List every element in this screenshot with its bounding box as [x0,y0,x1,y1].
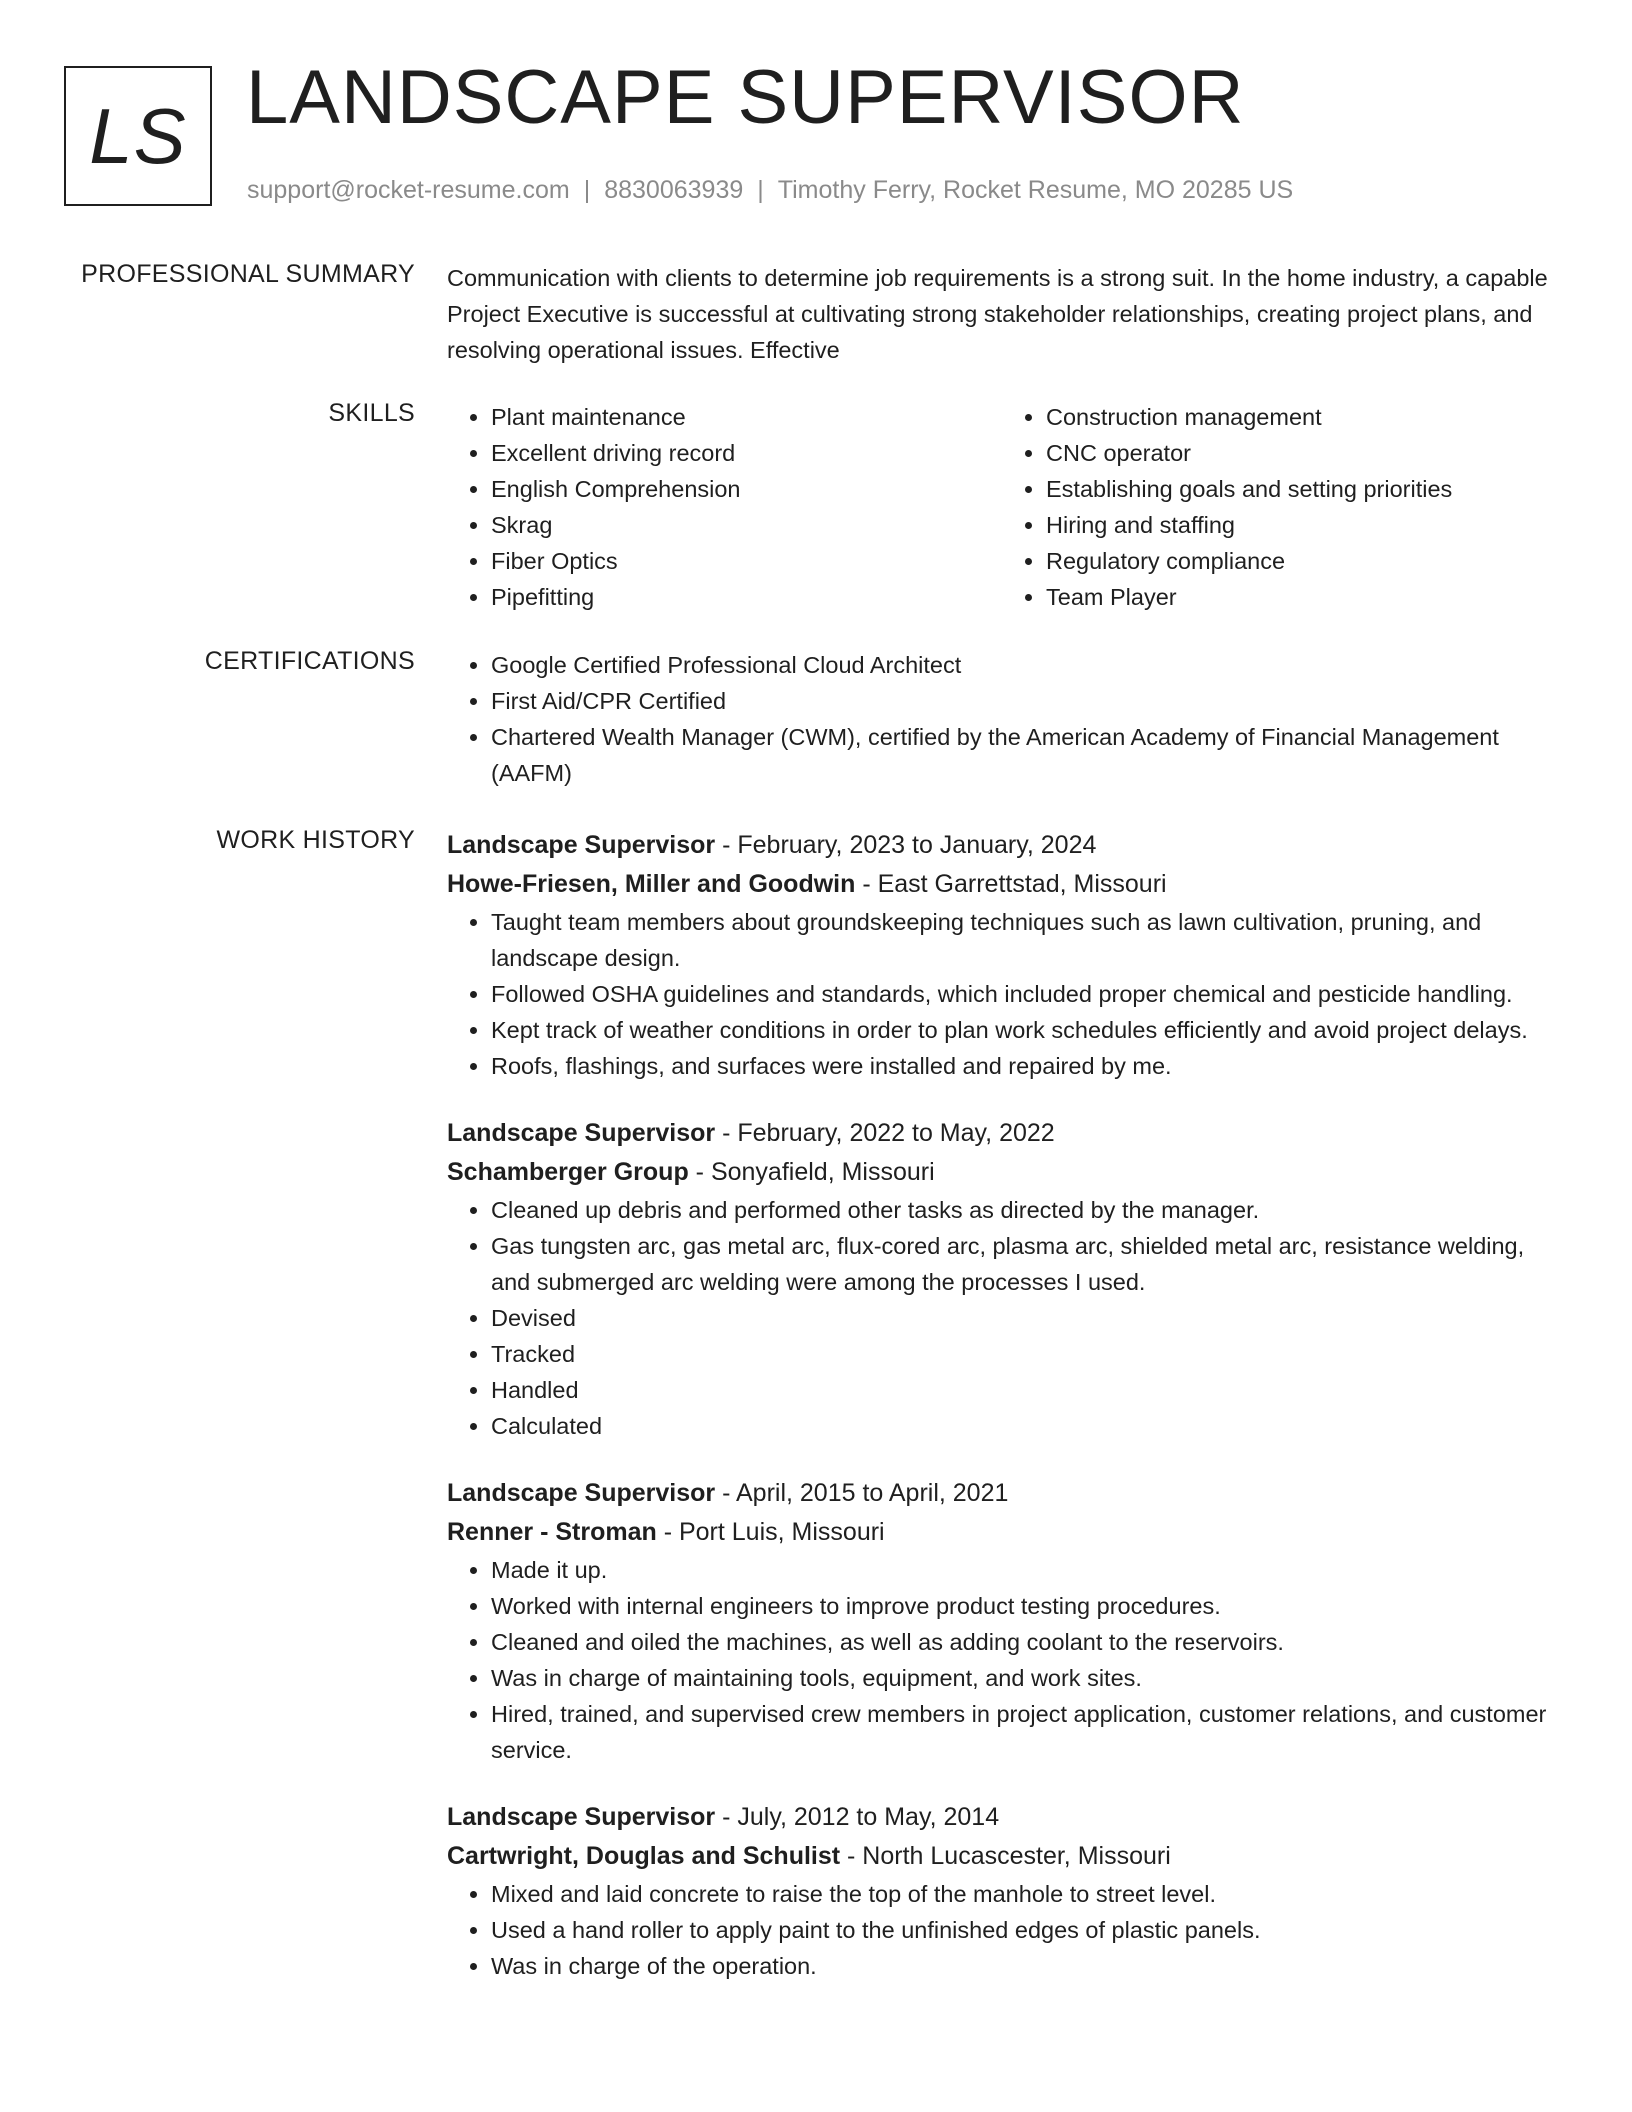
job-bullet: • Devised [491,1300,1557,1336]
certification-item: • First Aid/CPR Certified [491,683,1557,719]
job-company: Cartwright, Douglas and Schulist [447,1842,841,1870]
job-entry [447,1474,1557,1768]
job-company: Schamberger Group [447,1158,689,1186]
skill-item: • Hiring and staffing [1046,507,1557,543]
contact-line [247,176,1293,205]
page-title: LANDSCAPE SUPERVISOR [246,55,1245,140]
job-bullet: • Was in charge of maintaining tools, equipment, and work sites. [491,1660,1557,1696]
job-bullet: • Tracked [491,1336,1557,1372]
contact-email[interactable]: support@rocket-resume.com [247,176,570,204]
skill-item: • Fiber Optics [491,543,1002,579]
job-title-line [447,826,1557,865]
job-bullet: • Mixed and laid concrete to raise the top of the manhole to street level. [491,1876,1557,1912]
job-role: Landscape Supervisor [447,831,716,859]
job-bullets [447,904,1557,1084]
skill-item: • CNC operator [1046,435,1557,471]
contact-separator: | [757,176,764,204]
job-bullets [447,1192,1557,1444]
job-title-line [447,1114,1557,1153]
job-dates: - July, 2012 to May, 2014 [715,1803,1000,1831]
job-bullet: • Handled [491,1372,1557,1408]
section-label-certifications: CERTIFICATIONS [204,647,415,675]
section-label-work-history: WORK HISTORY [216,826,415,854]
job-location: - Port Luis, Missouri [656,1518,885,1546]
job-company-line [447,865,1557,904]
job-entry [447,1114,1557,1444]
job-entry [447,1798,1557,1984]
job-dates: - April, 2015 to April, 2021 [715,1479,1009,1507]
section-label-skills: SKILLS [328,399,415,427]
job-dates: - February, 2022 to May, 2022 [715,1119,1055,1147]
skills-body [447,399,1557,615]
section-label-summary: PROFESSIONAL SUMMARY [81,260,415,288]
job-bullet: • Hired, trained, and supervised crew members in project application, customer relations, and customer service. [491,1696,1557,1768]
job-title-line [447,1798,1557,1837]
job-location: - North Lucascester, Missouri [840,1842,1171,1870]
contact-address: Timothy Ferry, Rocket Resume, MO 20285 US [777,176,1294,204]
work-history-body [447,826,1557,2014]
job-bullet: • Used a hand roller to apply paint to the unfinished edges of plastic panels. [491,1912,1557,1948]
job-bullet: • Was in charge of the operation. [491,1948,1557,1984]
certifications-body [447,647,1557,791]
summary-text: Communication with clients to determine job requirements is a strong suit. In the home industry, a capable Project Executive is successful at cultivating strong stakeholder relationships, creating project plans, and resolving operational issues. Effective [447,265,1548,363]
skill-item: • Excellent driving record [491,435,1002,471]
job-location: - Sonyafield, Missouri [688,1158,935,1186]
job-role: Landscape Supervisor [447,1479,716,1507]
job-role: Landscape Supervisor [447,1803,716,1831]
skill-item: • Establishing goals and setting priorities [1046,471,1557,507]
job-bullet: • Cleaned up debris and performed other tasks as directed by the manager. [491,1192,1557,1228]
job-bullet: • Made it up. [491,1552,1557,1588]
job-company: Renner - Stroman [447,1518,657,1546]
job-bullet: • Roofs, flashings, and surfaces were installed and repaired by me. [491,1048,1557,1084]
job-bullet: • Worked with internal engineers to improve product testing procedures. [491,1588,1557,1624]
contact-phone[interactable]: 8830063939 [604,176,744,204]
skill-item: • Plant maintenance [491,399,1002,435]
job-bullets [447,1876,1557,1984]
certifications-list [447,647,1557,791]
skill-item: • Construction management [1046,399,1557,435]
job-company-line [447,1513,1557,1552]
skill-item: • Team Player [1046,579,1557,615]
skills-list-left [447,399,1002,615]
job-company: Howe-Friesen, Miller and Goodwin [447,870,856,898]
job-bullet: • Calculated [491,1408,1557,1444]
skill-item: • Pipefitting [491,579,1002,615]
certification-item: • Google Certified Professional Cloud Architect [491,647,1557,683]
job-bullet: • Kept track of weather conditions in order to plan work schedules efficiently and avoid project delays. [491,1012,1557,1048]
job-bullets [447,1552,1557,1768]
job-role: Landscape Supervisor [447,1119,716,1147]
job-bullet: • Gas tungsten arc, gas metal arc, flux-cored arc, plasma arc, shielded metal arc, resistance welding, and submerged arc welding were among the processes I used. [491,1228,1557,1300]
job-location: - East Garrettstad, Missouri [855,870,1167,898]
skill-item: • Skrag [491,507,1002,543]
job-entry [447,826,1557,1084]
job-bullet: • Followed OSHA guidelines and standards, which included proper chemical and pesticide handling. [491,976,1557,1012]
job-company-line [447,1153,1557,1192]
job-title-line [447,1474,1557,1513]
certification-item: • Chartered Wealth Manager (CWM), certified by the American Academy of Financial Management (AAFM) [491,719,1557,791]
skill-item: • English Comprehension [491,471,1002,507]
skills-list-right [1002,399,1557,615]
monogram-logo: LS [64,66,212,206]
summary-body [447,260,1557,368]
job-dates: - February, 2023 to January, 2024 [715,831,1097,859]
job-company-line [447,1837,1557,1876]
contact-separator: | [583,176,591,204]
skill-item: • Regulatory compliance [1046,543,1557,579]
job-bullet: • Taught team members about groundskeeping techniques such as lawn cultivation, pruning, and landscape design. [491,904,1557,976]
job-bullet: • Cleaned and oiled the machines, as well as adding coolant to the reservoirs. [491,1624,1557,1660]
